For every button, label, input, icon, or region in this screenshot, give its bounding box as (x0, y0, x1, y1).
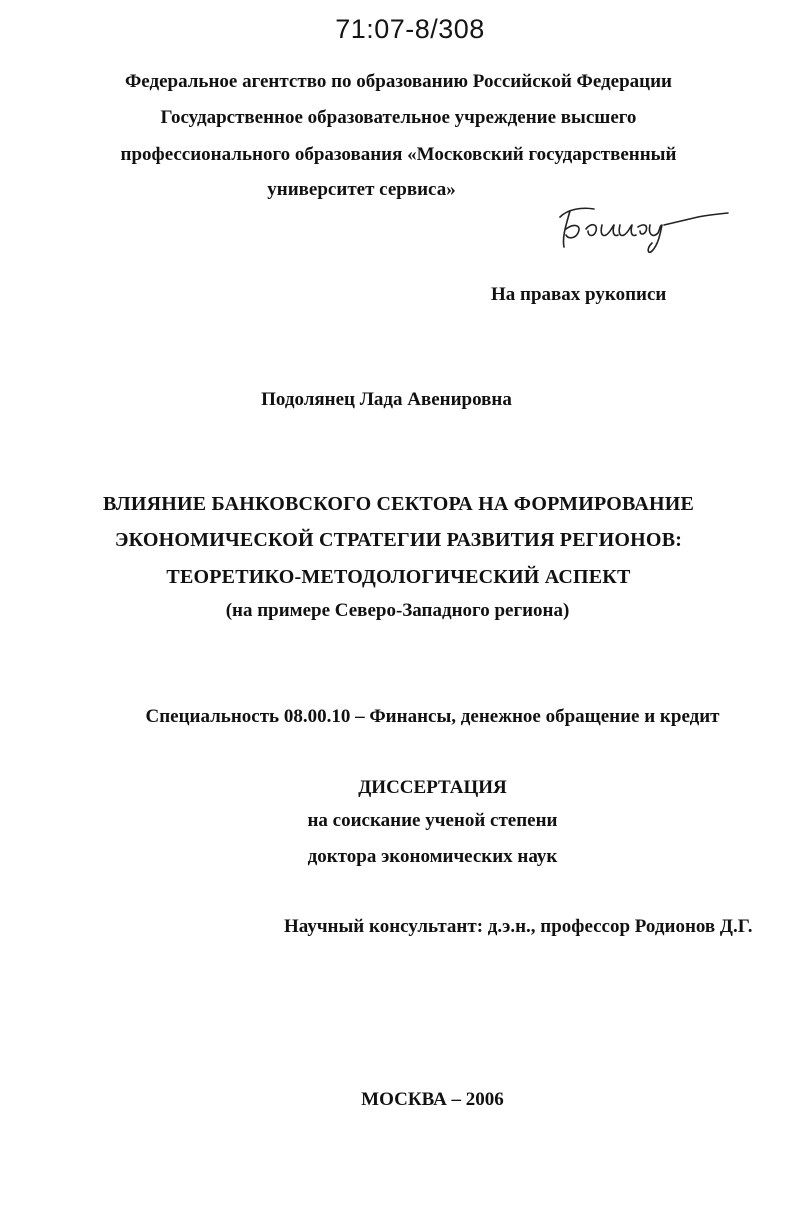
library-stamp-number: 71:07-8/308 (335, 14, 485, 44)
institution-line-4: университет сервиса» (267, 179, 456, 200)
handwritten-signature (548, 195, 738, 257)
institution-line-2: Государственное образовательное учреждение высшего (160, 107, 637, 128)
manuscript-rights-note: На правах рукописи (491, 284, 667, 305)
author-name: Подолянец Лада Авенировна (261, 389, 512, 410)
place-and-year: МОСКВА – 2006 (361, 1089, 504, 1110)
degree-line-2: доктора экономических наук (307, 846, 558, 867)
work-type-heading: ДИССЕРТАЦИЯ (358, 777, 507, 798)
degree-line-1: на соискание ученой степени (307, 810, 558, 831)
institution-line-3: профессионального образования «Московский государственный (120, 144, 677, 165)
title-line-2: ЭКОНОМИЧЕСКОЙ СТРАТЕГИИ РАЗВИТИЯ РЕГИОНОВ: (114, 529, 683, 551)
scientific-consultant: Научный консультант: д.э.н., профессор Родионов Д.Г. (284, 916, 753, 937)
title-line-1: ВЛИЯНИЕ БАНКОВСКОГО СЕКТОРА НА ФОРМИРОВАНИЕ (102, 493, 695, 515)
title-line-3: ТЕОРЕТИКО-МЕТОДОЛОГИЧЕСКИЙ АСПЕКТ (166, 566, 631, 588)
specialty-line: Специальность 08.00.10 – Финансы, денежное обращение и кредит (145, 706, 720, 727)
institution-line-1: Федеральное агентство по образованию Российской Федерации (124, 71, 672, 92)
title-subtitle: (на примере Северо-Западного региона) (225, 600, 570, 621)
